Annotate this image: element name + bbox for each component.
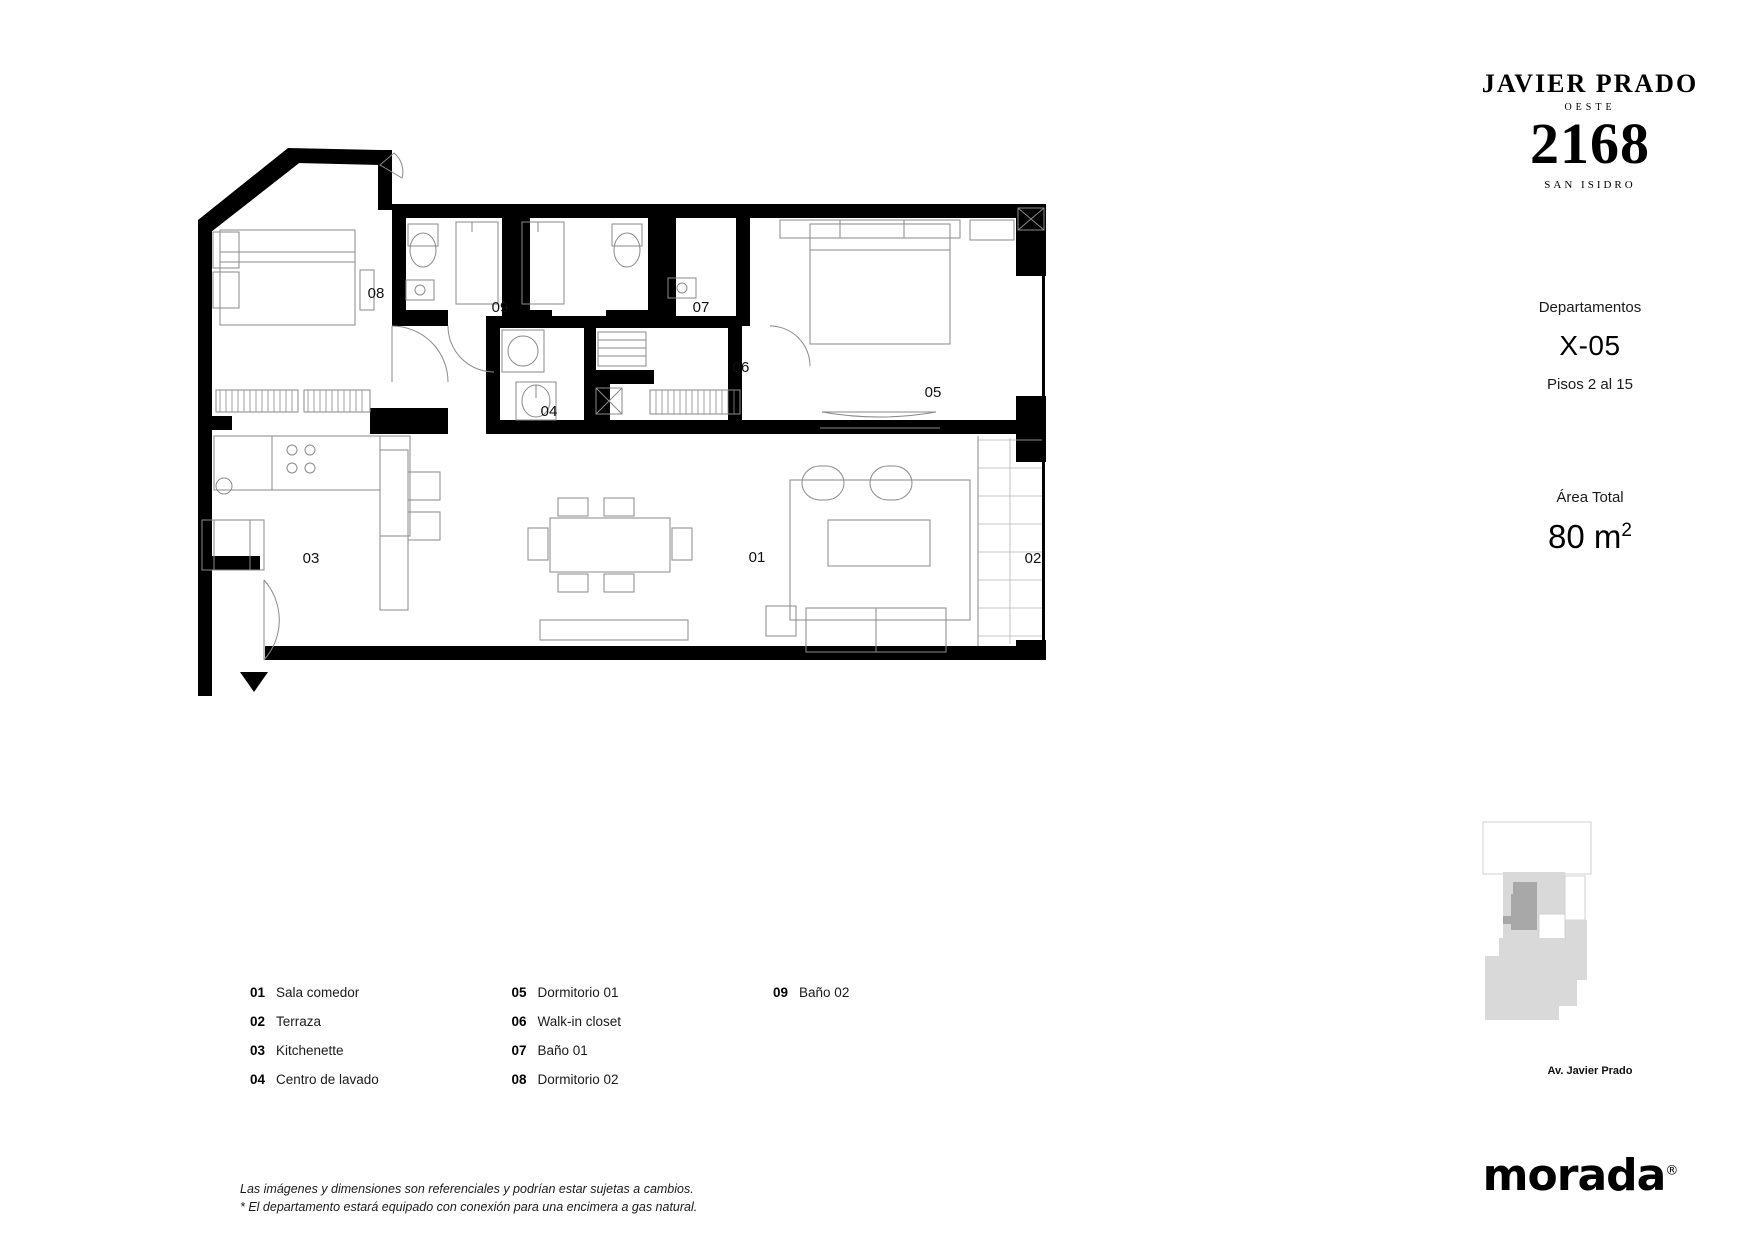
morada-wordmark: morada — [1482, 1150, 1666, 1201]
room-number-08: 08 — [367, 285, 385, 302]
legend-item — [250, 985, 512, 1000]
legend-code: 04 — [250, 1072, 266, 1087]
legend-label: Centro de lavado — [276, 1072, 379, 1087]
room-number-01: 01 — [748, 549, 766, 566]
area-label: Área Total — [1556, 488, 1624, 506]
legend-code: 08 — [511, 1072, 527, 1087]
entry-marker — [240, 672, 268, 692]
room-number-04: 04 — [540, 403, 558, 420]
area-block — [1440, 489, 1740, 556]
legend-item — [250, 1014, 512, 1029]
legend-code: 06 — [511, 1014, 527, 1029]
legend-item — [250, 1072, 512, 1087]
legend-item — [250, 1043, 512, 1058]
legend-label: Walk-in closet — [537, 1014, 622, 1029]
legend-label: Dormitorio 01 — [537, 985, 619, 1000]
legend-label: Baño 02 — [799, 985, 850, 1000]
legend-item — [512, 985, 774, 1000]
legend-column-3 — [773, 985, 950, 1101]
legend-column-2 — [512, 985, 774, 1101]
footnote-line-2: * El departamento estará equipado con conexión para una encimera a gas natural. — [240, 1200, 698, 1215]
legend-label: Terraza — [276, 1014, 322, 1029]
project-number: 2168 — [1530, 110, 1650, 176]
legend-label: Sala comedor — [276, 985, 360, 1000]
morada-logo — [1430, 1150, 1730, 1201]
legend-label: Kitchenette — [276, 1043, 344, 1058]
highlighted-unit — [1511, 882, 1537, 930]
legend-code: 05 — [511, 985, 527, 1000]
project-logo — [1440, 70, 1740, 191]
legend-item — [512, 1043, 774, 1058]
room-number-03: 03 — [302, 550, 320, 567]
legend-item — [512, 1072, 774, 1087]
room-number-06: 06 — [732, 359, 750, 376]
unit-code: X-05 — [1559, 329, 1621, 361]
floor-plan — [180, 120, 1190, 800]
legend-code: 01 — [250, 985, 266, 1000]
room-number-02: 02 — [1024, 550, 1042, 567]
room-number-07: 07 — [692, 299, 710, 316]
room-number-05: 05 — [924, 384, 942, 401]
legend-label: Baño 01 — [537, 1043, 588, 1058]
area-unit-exponent: 2 — [1621, 519, 1632, 541]
footnote-line-1: Las imágenes y dimensiones son referenciales y podrían estar sujetas a cambios. — [240, 1182, 694, 1196]
room-number-09: 09 — [491, 299, 509, 316]
unit-block — [1440, 299, 1740, 393]
legend-code: 07 — [511, 1043, 527, 1058]
legend-item — [512, 1014, 774, 1029]
legend-item — [773, 985, 950, 1000]
floor-plan-furniture — [202, 153, 1044, 660]
legend — [250, 985, 950, 1101]
legend-code: 02 — [250, 1014, 266, 1029]
key-plan-caption: Av. Javier Prado — [1547, 1065, 1633, 1077]
unit-floors: Pisos 2 al 15 — [1547, 375, 1633, 393]
unit-type-label: Departamentos — [1538, 298, 1642, 316]
area-value — [1440, 518, 1740, 556]
legend-label: Dormitorio 02 — [537, 1072, 619, 1087]
info-panel — [1440, 70, 1740, 556]
legend-code: 09 — [773, 985, 789, 1000]
key-plan-diagram — [1477, 820, 1597, 1050]
footnotes — [240, 1180, 940, 1216]
legend-code: 03 — [250, 1043, 266, 1058]
area-number: 80 m — [1548, 517, 1622, 555]
legend-column-1 — [250, 985, 512, 1101]
project-district: SAN ISIDRO — [1544, 178, 1636, 191]
project-name-sub: OESTE — [1564, 101, 1616, 113]
registered-mark: ® — [1665, 1163, 1678, 1179]
project-name: JAVIER PRADO — [1481, 69, 1699, 98]
